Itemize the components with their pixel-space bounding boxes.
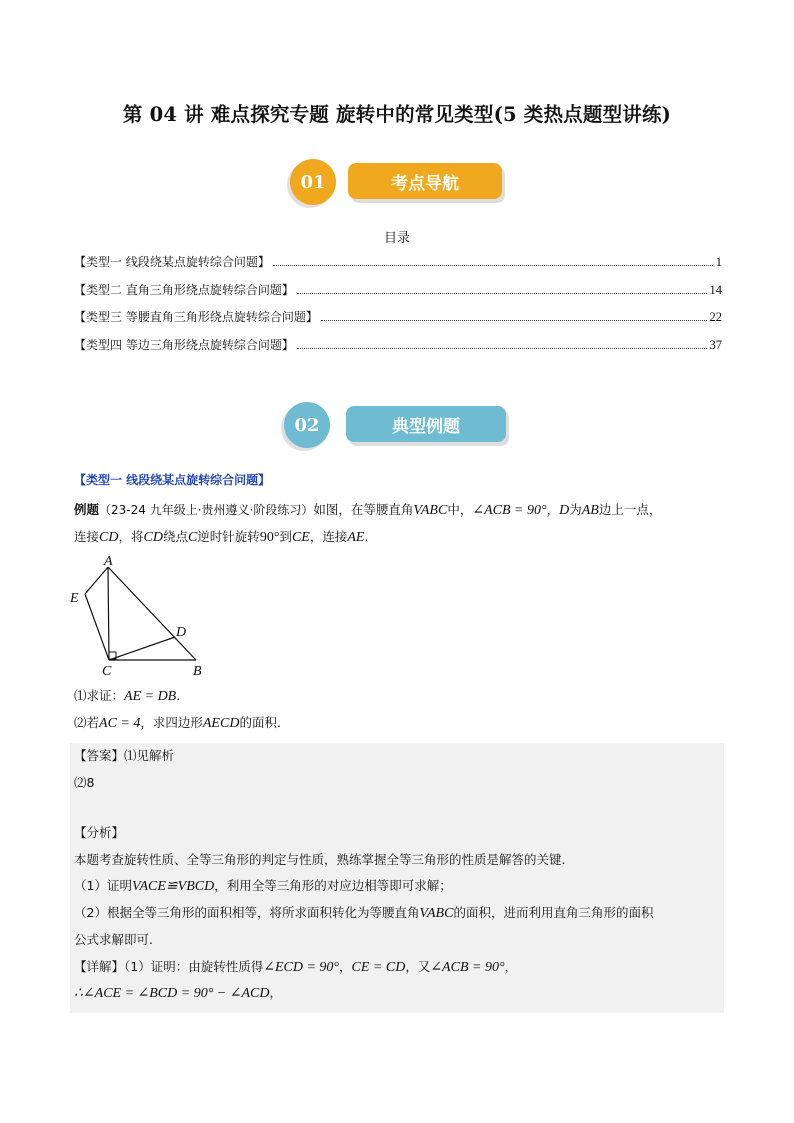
toc-item[interactable] [74, 307, 722, 325]
detail-line-1 [74, 957, 517, 976]
detail-line-2 [74, 983, 282, 1002]
text: . [364, 529, 369, 544]
text: 逆时针旋转 [197, 529, 260, 544]
toc-item-label: 【类型三 等腰直角三角形绕点旋转综合问题】 [74, 310, 318, 324]
math: ∠ACB = 90° [430, 960, 505, 975]
example-source: （23-24 九年级上·贵州遵义·阶段练习） [99, 503, 314, 517]
toc-item-page: 22 [709, 310, 722, 324]
text: 连接 [74, 529, 100, 544]
math: CE [291, 530, 310, 545]
math: CD [99, 530, 119, 545]
analysis-p2 [74, 876, 452, 895]
label-d: D [176, 625, 187, 640]
math: ∠ECD = 90° [263, 960, 339, 975]
toc-leader-dots [297, 293, 707, 294]
question-2 [74, 713, 281, 732]
toc-item[interactable] [74, 335, 722, 353]
section-number-badge: 02 [284, 402, 330, 448]
analysis-heading: 【分析】 [74, 825, 125, 840]
toc-item-label: 【类型二 直角三角形绕点旋转综合问题】 [74, 283, 294, 297]
math: AB [581, 503, 599, 518]
text: 【详解】（1）证明：由旋转性质得 [74, 959, 264, 974]
segment-ae [85, 567, 108, 594]
text: 的面积，进而利用直角三角形的面积 [453, 905, 654, 920]
text: 边上一点， [598, 502, 662, 517]
geometry-figure [64, 555, 224, 680]
math: ∠ACB = 90° [472, 503, 547, 518]
text: 的面积. [239, 715, 281, 730]
type-heading: 【类型一 线段绕某点旋转综合问题】 [74, 473, 271, 487]
analysis-p4: 公式求解即可. [74, 932, 153, 947]
math: D [559, 503, 570, 518]
math: VABC [413, 503, 448, 518]
math: C [187, 530, 198, 545]
toc-leader-dots [297, 348, 707, 349]
example-lead: 例题 [74, 502, 100, 517]
answer-line-1: 【答案】⑴见解析 [74, 748, 175, 763]
toc-item[interactable] [74, 252, 722, 270]
text: （2）根据全等三角形的面积相等，将所求面积转化为等腰直角 [74, 905, 420, 920]
math: AE [347, 530, 365, 545]
section-header-examples [284, 402, 510, 450]
toc-item-page: 37 [709, 338, 722, 352]
section-title-banner: 典型例题 [346, 406, 506, 442]
text: ， [339, 959, 352, 974]
segment-cd [109, 637, 175, 660]
toc-item[interactable] [74, 280, 722, 298]
math: CE = CD [351, 960, 406, 975]
segment-ab [108, 567, 196, 660]
answer-line-2: ⑵8 [74, 775, 95, 790]
toc-item-label: 【类型四 等边三角形绕点旋转综合问题】 [74, 338, 294, 352]
text: 如图，在等腰直角 [313, 502, 414, 517]
analysis-p1: 本题考查旋转性质、全等三角形的判定与性质，熟练掌握全等三角形的性质是解答的关键. [74, 852, 566, 867]
math: AECD [202, 716, 240, 731]
text: ⑵若 [74, 715, 100, 730]
text: ，将 [118, 529, 144, 544]
segment-ac [108, 567, 109, 660]
text: 为 [569, 502, 582, 517]
text: ，求四边形 [140, 715, 203, 730]
text: 到 [279, 529, 292, 544]
section-header-guide [290, 159, 510, 207]
math: VACE≌VBCD [131, 879, 215, 894]
text: ， [269, 985, 282, 1000]
text: ，利用全等三角形的对应边相等即可求解； [214, 878, 452, 893]
toc-item-page: 14 [709, 283, 722, 297]
label-b: B [193, 664, 202, 679]
section-title-banner: 考点导航 [348, 163, 502, 199]
text: ⑴求证： [74, 688, 125, 703]
text: （1）证明 [74, 878, 132, 893]
math: CD [143, 530, 163, 545]
math: ∴∠ACE = ∠BCD = 90° − ∠ACD [74, 986, 270, 1001]
text: ， [504, 959, 518, 974]
math: AC = 4 [99, 716, 141, 731]
text: 绕点 [162, 529, 188, 544]
math: AE = DB [124, 689, 177, 704]
toc-leader-dots [321, 320, 707, 321]
page-title: 第 04 讲 难点探究专题 旋转中的常见类型(5 类热点题型讲练) [122, 103, 672, 126]
toc-heading: 目录 [383, 231, 410, 246]
label-a: A [104, 555, 113, 569]
example-problem [74, 497, 724, 551]
label-c: C [102, 664, 112, 679]
math: VABC [419, 906, 454, 921]
text: ，连接 [309, 529, 348, 544]
toc-item-label: 【类型一 线段绕某点旋转综合问题】 [74, 255, 270, 269]
text: ， [546, 502, 560, 517]
toc-item-page: 1 [715, 255, 722, 269]
toc-leader-dots [273, 265, 713, 266]
math: 90° [259, 530, 280, 545]
question-1 [74, 686, 180, 705]
text: 中， [447, 502, 473, 517]
label-e: E [70, 591, 79, 606]
section-number-badge: 01 [290, 159, 336, 205]
text: . [176, 688, 181, 703]
analysis-p3 [74, 903, 653, 922]
text: ，又 [405, 959, 431, 974]
segment-ec [85, 594, 109, 660]
